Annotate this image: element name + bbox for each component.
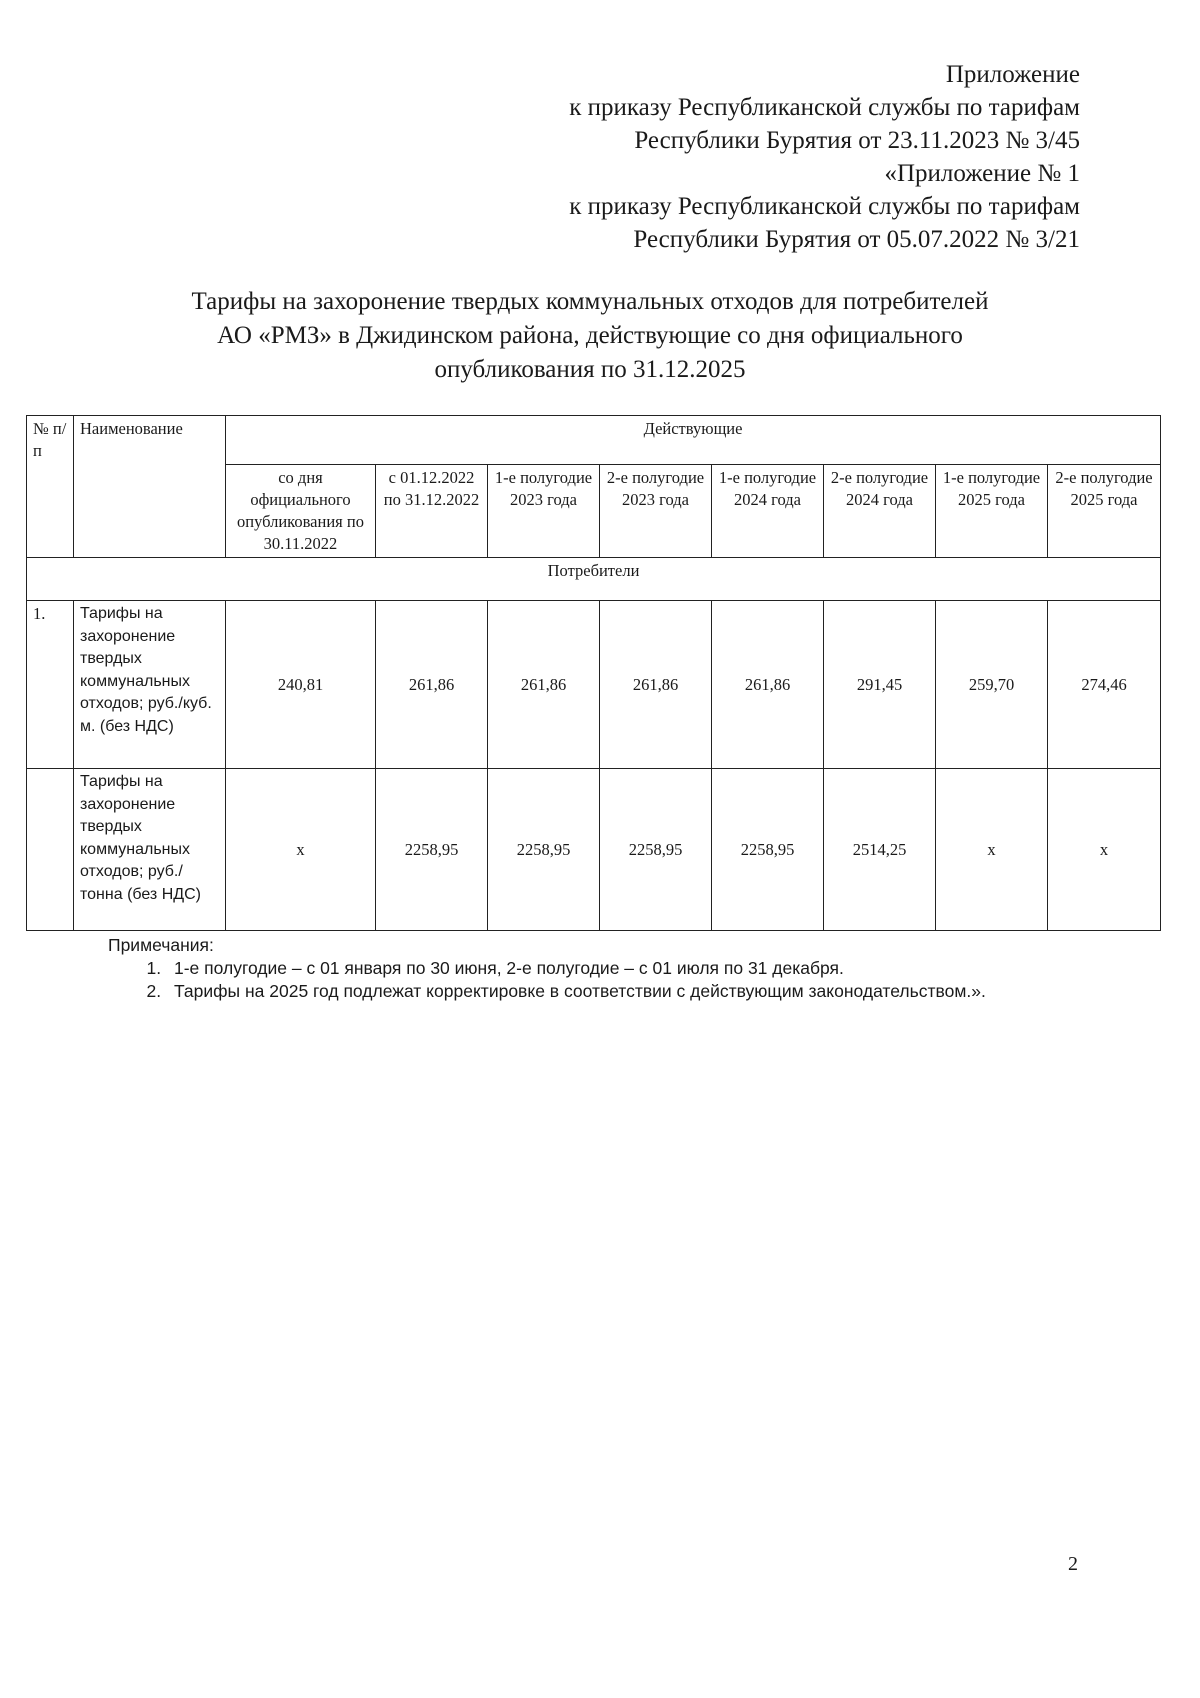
period-header: 1-е полугодие 2023 года xyxy=(488,465,600,558)
section-row xyxy=(27,558,1161,601)
tariff-value: 261,86 xyxy=(712,601,824,769)
row-name: Тарифы на захоронение твердых коммунальных отходов; руб./тонна (без НДС) xyxy=(74,769,226,931)
column-header-number: № п/п xyxy=(27,416,74,558)
notes-section xyxy=(108,934,986,1003)
period-header: со дня официального опубликования по 30.11.2022 xyxy=(226,465,376,558)
note-item: 1. 1-е полугодие – с 01 января по 30 июня, 2-е полугодие – с 01 июля по 31 декабря. xyxy=(166,957,986,980)
tariff-table xyxy=(26,415,1161,931)
page-number: 2 xyxy=(1068,1553,1078,1575)
row-number: 1. xyxy=(27,601,74,769)
period-header: 1-е полугодие 2025 года xyxy=(936,465,1048,558)
header-line: Республики Бурятия от 23.11.2023 № 3/45 xyxy=(634,127,1080,154)
tariff-value: 240,81 xyxy=(226,601,376,769)
tariff-value: 2258,95 xyxy=(712,769,824,931)
header-line: к приказу Республиканской службы по тарифам xyxy=(569,193,1080,220)
title-line: Тарифы на захоронение твердых коммунальных отходов для потребителей xyxy=(191,288,989,315)
tariff-value: 259,70 xyxy=(936,601,1048,769)
tariff-value: 261,86 xyxy=(376,601,488,769)
period-header: 2-е полугодие 2023 года xyxy=(600,465,712,558)
tariff-value: 2258,95 xyxy=(488,769,600,931)
row-number xyxy=(27,769,74,931)
notes-heading: Примечания: xyxy=(108,935,214,955)
tariff-value: 261,86 xyxy=(488,601,600,769)
period-header: 2-е полугодие 2024 года xyxy=(824,465,936,558)
note-item: 2. Тарифы на 2025 год подлежат корректировке в соответствии с действующим законодательством.». xyxy=(166,980,986,1003)
header-line: Республики Бурятия от 05.07.2022 № 3/21 xyxy=(633,226,1080,253)
appendix-header xyxy=(569,58,1080,256)
notes-list xyxy=(108,957,986,1003)
tariff-value: x xyxy=(936,769,1048,931)
tariff-value: 2514,25 xyxy=(824,769,936,931)
column-group-header: Действующие xyxy=(226,416,1161,465)
table-row xyxy=(27,769,1161,931)
tariff-value: x xyxy=(226,769,376,931)
table-header-row xyxy=(27,416,1161,465)
title-line: АО «РМЗ» в Джидинском района, действующие со дня официального xyxy=(217,322,963,349)
column-header-name: Наименование xyxy=(74,416,226,558)
tariff-value: 261,86 xyxy=(600,601,712,769)
title-line: опубликования по 31.12.2025 xyxy=(434,356,746,383)
table-row xyxy=(27,601,1161,769)
section-label: Потребители xyxy=(27,558,1161,601)
header-line: к приказу Республиканской службы по тарифам xyxy=(569,94,1080,121)
tariff-value: 2258,95 xyxy=(376,769,488,931)
period-header: 1-е полугодие 2024 года xyxy=(712,465,824,558)
header-line: Приложение xyxy=(945,61,1080,88)
document-title xyxy=(80,285,1100,387)
tariff-value: 291,45 xyxy=(824,601,936,769)
header-line: «Приложение № 1 xyxy=(884,160,1080,187)
tariff-value: 274,46 xyxy=(1048,601,1161,769)
row-name: Тарифы на захоронение твердых коммунальных отходов; руб./куб. м. (без НДС) xyxy=(74,601,226,769)
period-header: 2-е полугодие 2025 года xyxy=(1048,465,1161,558)
tariff-value: x xyxy=(1048,769,1161,931)
tariff-value: 2258,95 xyxy=(600,769,712,931)
period-header: с 01.12.2022 по 31.12.2022 xyxy=(376,465,488,558)
